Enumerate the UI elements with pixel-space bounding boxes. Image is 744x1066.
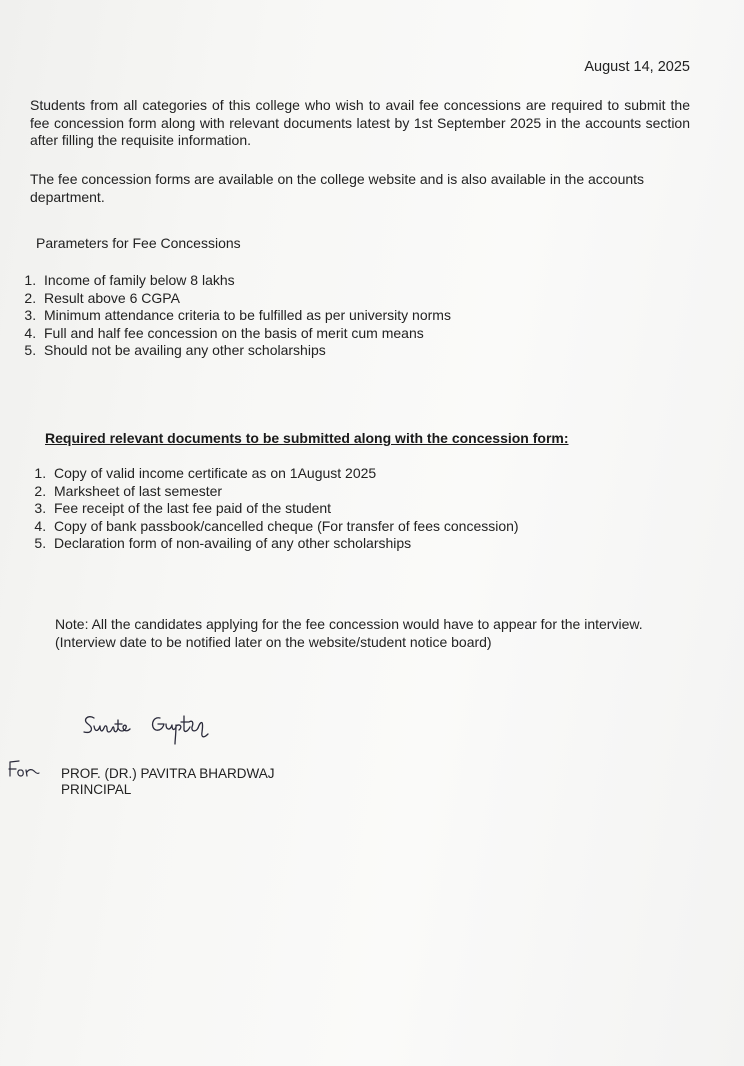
signatory-block xyxy=(61,766,275,798)
list-item: 3. Minimum attendance criteria to be fulfilled as per university norms xyxy=(40,307,451,325)
list-item: 5. Should not be availing any other scholarships xyxy=(40,342,451,360)
interview-note xyxy=(55,616,695,651)
list-item: 5. Declaration form of non-availing of any other scholarships xyxy=(50,535,519,553)
note-line: (Interview date to be notified later on the website/student notice board) xyxy=(55,633,492,650)
signatory-name: PROF. (DR.) PAVITRA BHARDWAJ xyxy=(61,766,275,781)
documents-list xyxy=(24,465,519,553)
list-item: 1. Income of family below 8 lakhs xyxy=(40,272,451,290)
notice-date: August 14, 2025 xyxy=(584,59,690,75)
list-item: 4. Copy of bank passbook/cancelled cheque (For transfer of fees concession) xyxy=(50,518,519,536)
list-item: 1. Copy of valid income certificate as on 1August 2025 xyxy=(50,465,519,483)
note-line: Note: All the candidates applying for the fee concession would have to appear for the interview. xyxy=(55,616,643,632)
list-item: 2. Result above 6 CGPA xyxy=(40,290,451,308)
parameters-heading: Parameters for Fee Concessions xyxy=(36,235,241,251)
parameters-list xyxy=(14,272,451,360)
list-item: 2. Marksheet of last semester xyxy=(50,483,519,501)
list-item: 4. Full and half fee concession on the basis of merit cum means xyxy=(40,325,451,343)
signatory-title: PRINCIPAL xyxy=(61,782,132,797)
list-item: 3. Fee receipt of the last fee paid of the student xyxy=(50,500,519,518)
availability-paragraph: The fee concession forms are available on the college website and is also available in the accounts department. xyxy=(30,171,645,205)
intro-paragraph: Students from all categories of this college who wish to avail fee concessions are required to submit the fee concession form along with relevant documents latest by 1st September 2025 in the accounts section after filling the requisite information. xyxy=(30,97,690,148)
handwritten-for-mark xyxy=(6,758,40,780)
handwritten-signature xyxy=(80,708,250,748)
documents-heading: Required relevant documents to be submitted along with the concession form: xyxy=(45,430,569,446)
